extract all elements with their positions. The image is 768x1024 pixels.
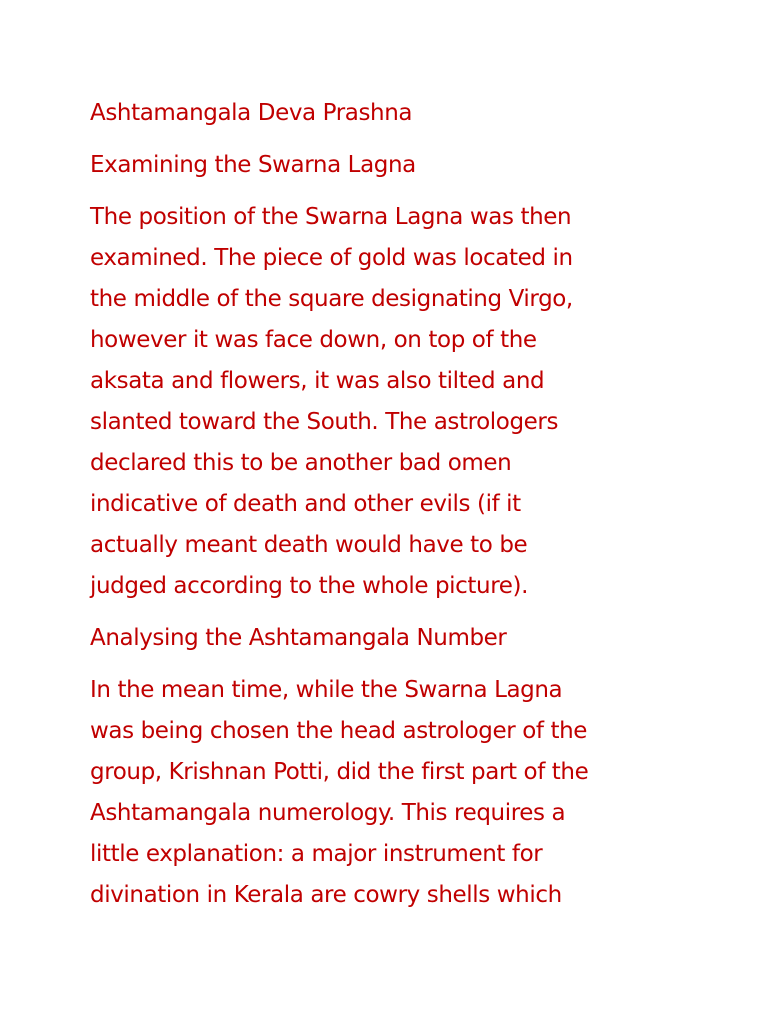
document-page bbox=[90, 93, 690, 927]
text-line: indicative of death and other evils (if it bbox=[90, 491, 521, 517]
text-line: little explanation: a major instrument for bbox=[90, 841, 543, 867]
text-line: however it was face down, on top of the bbox=[90, 327, 537, 353]
text-line: was being chosen the head astrologer of the bbox=[90, 718, 588, 744]
section-heading-ashtamangala-number: Analysing the Ashtamangala Number bbox=[90, 625, 507, 651]
paragraph-ashtamangala-number bbox=[90, 670, 690, 916]
text-line: Ashtamangala numerology. This requires a bbox=[90, 800, 566, 826]
text-line: actually meant death would have to be bbox=[90, 532, 528, 558]
text-line: The position of the Swarna Lagna was then bbox=[90, 204, 572, 230]
text-line: examined. The piece of gold was located in bbox=[90, 245, 573, 271]
text-line: declared this to be another bad omen bbox=[90, 450, 512, 476]
text-line: divination in Kerala are cowry shells which bbox=[90, 882, 562, 908]
section-heading-swarna-lagna: Examining the Swarna Lagna bbox=[90, 152, 416, 178]
text-line: the middle of the square designating Virgo, bbox=[90, 286, 573, 312]
document-title: Ashtamangala Deva Prashna bbox=[90, 100, 413, 126]
text-line: In the mean time, while the Swarna Lagna bbox=[90, 677, 563, 703]
text-line: aksata and flowers, it was also tilted and bbox=[90, 368, 545, 394]
paragraph-swarna-lagna bbox=[90, 197, 690, 607]
text-line: slanted toward the South. The astrologers bbox=[90, 409, 559, 435]
text-line: judged according to the whole picture). bbox=[90, 573, 528, 599]
text-line: group, Krishnan Potti, did the first part of the bbox=[90, 759, 589, 785]
